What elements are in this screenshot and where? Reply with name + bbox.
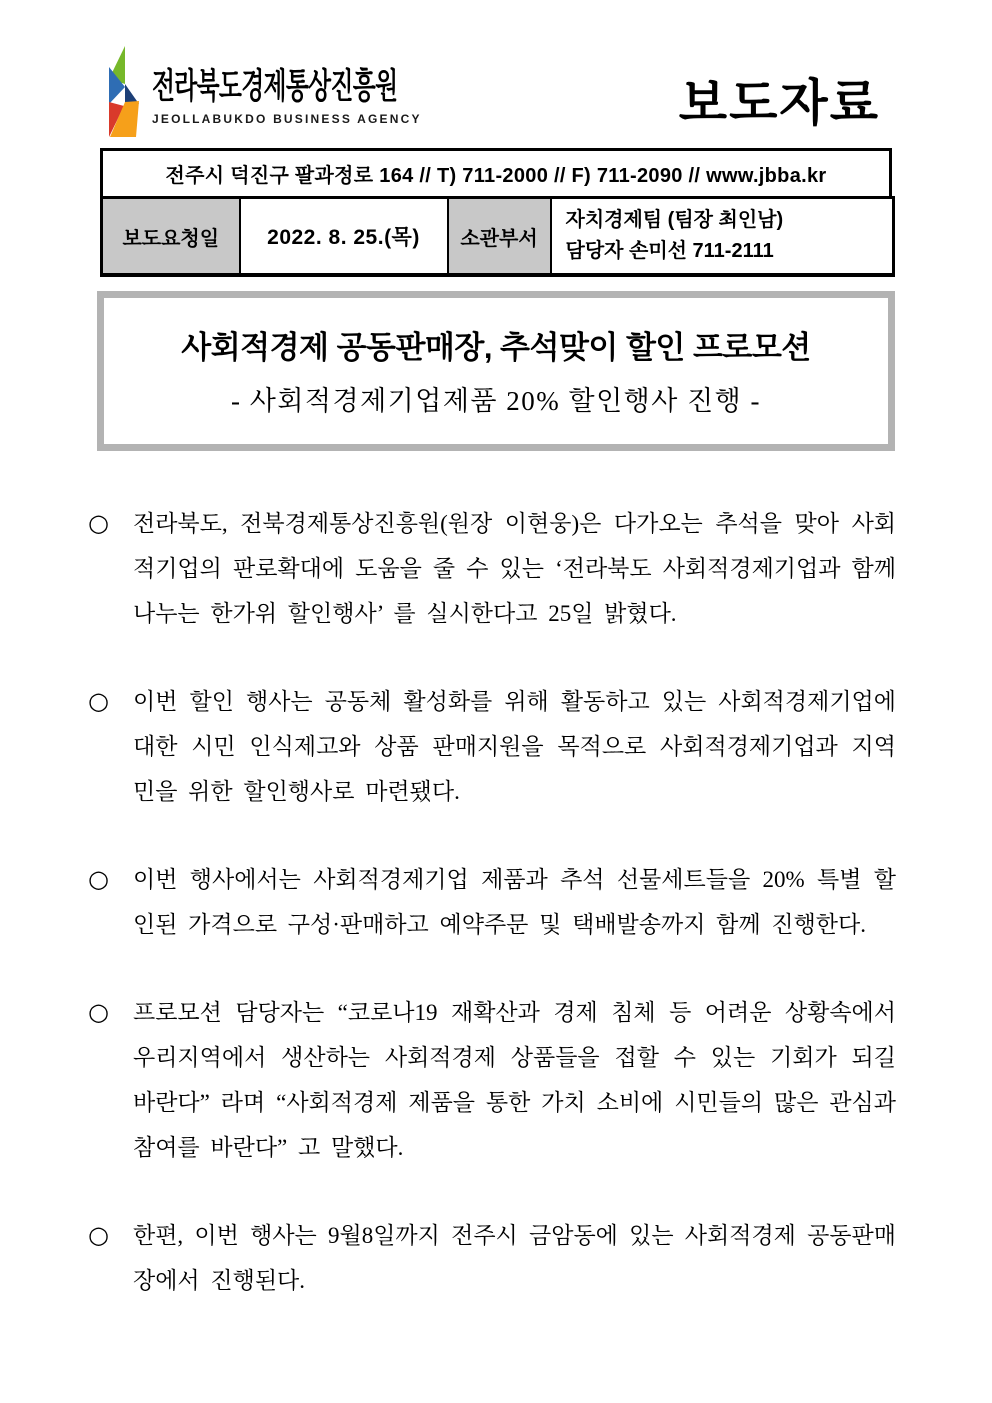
department-team: 자치경제팀 (팀장 최인남) [565,209,784,231]
paragraph-3 [88,857,896,947]
bullet-circle-icon: ○ [88,1221,109,1249]
document-type-title: 보도자료 [678,75,880,131]
request-date-value: 2022. 8. 25.(목) [240,198,448,276]
paragraph-2-text: 이번 할인 행사는 공동체 활성화를 위해 활동하고 있는 사회적경제기업에 대한 시민 인식제고와 상품 판매지원을 목적으로 사회적경제기업과 지역민을 위한 할인행사로 마련됐다. [133,689,896,804]
org-name-english: JEOLLABUKDO BUSINESS AGENCY [152,111,422,126]
press-info-row [102,198,894,276]
bullet-circle-icon: ○ [88,509,109,537]
paragraph-4-text: 프로모션 담당자는 “코로나19 재확산과 경제 침체 등 어려운 상황속에서 우리지역에서 생산하는 사회적경제 상품들을 접할 수 있는 기회가 되길 바란다” 라며 “사회적경제 제품을 통한 가치 소비에 시민들의 많은 관심과 참여를 바란다” 고 말했다. [133,1000,896,1160]
agency-logo [100,45,513,139]
headline-box [97,291,895,451]
headline-subtitle: - 사회적경제기업제품 20% 할인행사 진행 - [231,386,761,416]
bullet-circle-icon: ○ [88,998,109,1026]
paragraph-1 [88,501,896,636]
contact-address-bar: 전주시 덕진구 팔과정로 164 // T) 711-2000 // F) 711-2090 // www.jbba.kr [100,148,892,199]
department-value [551,198,894,276]
article-body [88,501,896,1303]
headline-title: 사회적경제 공동판매장, 추석맞이 할인 프로모션 [181,330,811,365]
agency-logo-text [152,59,513,126]
paragraph-4 [88,990,896,1170]
department-label: 소관부서 [448,198,551,276]
paragraph-2 [88,679,896,814]
paragraph-3-text: 이번 행사에서는 사회적경제기업 제품과 추석 선물세트들을 20% 특별 할인된 가격으로 구성·판매하고 예약주문 및 택배발송까지 함께 진행한다. [133,867,896,937]
paragraph-5-text: 한편, 이번 행사는 9월8일까지 전주시 금암동에 있는 사회적경제 공동판매장에서 진행된다. [133,1223,896,1293]
header [0,0,992,140]
request-date-label: 보도요청일 [102,198,240,276]
bullet-circle-icon: ○ [88,687,109,715]
paragraph-5 [88,1213,896,1303]
agency-logo-icon [100,45,140,139]
org-name-korean: 전라북도경제통상진흥원 [152,66,398,106]
department-contact: 담당자 손미선 711-2111 [565,240,774,262]
paragraph-1-text: 전라북도, 전북경제통상진흥원(원장 이현웅)은 다가오는 추석을 맞아 사회적기업의 판로확대에 도움을 줄 수 있는 ‘전라북도 사회적경제기업과 함께 나누는 한가위 할인행사’ 를 실시한다고 25일 밝혔다. [133,511,896,626]
bullet-circle-icon: ○ [88,865,109,893]
press-info-table [100,196,895,277]
